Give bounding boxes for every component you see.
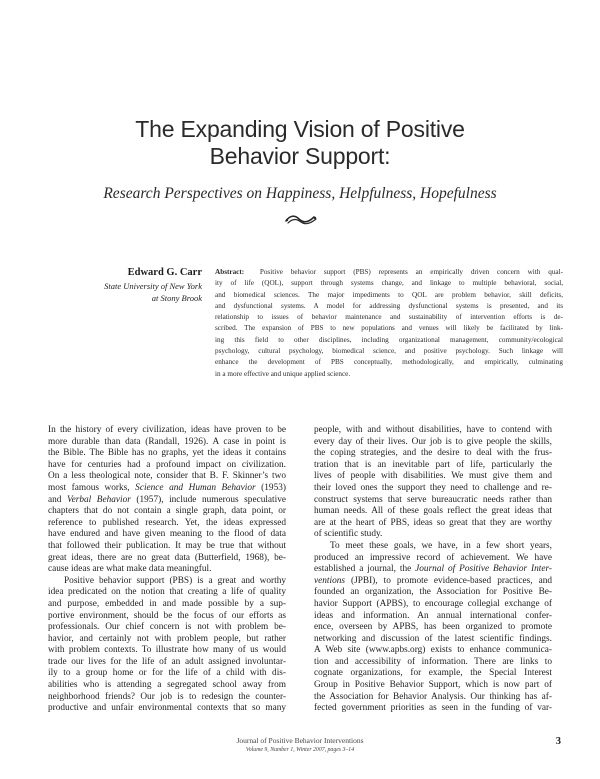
abstract-line: in a more effective and unique applied science. (215, 369, 351, 378)
abstract-line (215, 267, 563, 278)
abstract-line: and biomedical sciences. The major impediments to QOL are problem behavior, skill deficits, (215, 290, 563, 299)
body-line: construct systems that serve bureaucratic needs rather than (314, 494, 552, 505)
body-text: and (48, 494, 67, 505)
body-text: (1957), include numerous speculative (130, 494, 286, 505)
body-line: On a less theological note, consider that B. F. Skinner’s two (48, 471, 286, 482)
body-line: the coping strategies, and the desire to deal with the frus- (314, 448, 552, 459)
body-line: abilities who is attending a segregated school away from (48, 680, 286, 691)
body-line: tration that is an inevitable part of life, particularly the (314, 459, 552, 470)
body-line (48, 483, 286, 495)
author-block (60, 266, 202, 304)
article-title (0, 116, 600, 170)
body-line: have endured and have given meaning to the flood of data (48, 529, 286, 540)
abstract-line: relationship to issues of behavior maintenance and sustainability of intervention efforts is de- (215, 313, 563, 322)
body-line: cognate organizations, for example, the Special Interest (314, 668, 552, 679)
abstract-line: ing this field to other disciplines, including organizational management, community/ecological (215, 335, 563, 344)
body-line: their loved ones the support they need to challenge and re- (314, 482, 552, 493)
body-line (314, 564, 552, 576)
abstract-line: and dysfunctional systems. A model for addressing dysfunctional systems is presented, and its (215, 301, 563, 310)
body-line: of scientific study. (314, 529, 383, 540)
body-line: have for centuries had a profound impact on civilization. (48, 459, 286, 470)
body-line: great ideas, there are no great data (Butterfield, 1968), be- (48, 552, 286, 563)
body-line: trade our lives for the life of an adult assigned involuntar- (48, 656, 286, 667)
decorative-ornament-icon (284, 212, 318, 226)
footer-journal-name: Journal of Positive Behavior Interventions (236, 736, 364, 745)
body-line: ence, overseen by APBS, has been organized to promote (314, 622, 552, 633)
body-line: ily to a group home or for the life of a child with dis- (48, 668, 286, 679)
page-number: 3 (555, 736, 561, 747)
body-line: human needs. All of these goals reflect the great ideas that (314, 506, 552, 517)
author-affiliation-line-1: State University of New York (104, 281, 202, 291)
body-line: chapters that do not contain a single graph, data point, or (48, 506, 286, 517)
body-line: produced an impressive record of achievement. We have (314, 552, 552, 563)
author-affiliation-line-2: at Stony Brook (151, 293, 202, 303)
body-line: every day of their lives. Our job is to give people the skills, (314, 436, 552, 447)
body-line: ideas and information. An annual international confer- (314, 610, 552, 621)
body-line: idea predicated on the notion that creating a life of quality (48, 587, 286, 598)
body-line: portive environment, should be the focus of our efforts as (48, 610, 286, 621)
body-line: networking and discussion of the latest scientific findings. (314, 633, 552, 644)
body-line (314, 576, 552, 588)
body-line: Group in Positive Behavior Support, which is now part of (314, 680, 552, 691)
body-line: productive and unfair environmental contexts that so many (48, 703, 286, 714)
body-text: (JPBI), to promote evidence-based practices, and (344, 575, 552, 586)
body-line: that followed their publication. It may be true that without (48, 540, 286, 551)
body-line: lives of people with disabilities. We must give them and (314, 471, 552, 482)
abstract-line: enhance the development of PBS conceptually, methodologically, and empirically, culminating (215, 358, 563, 367)
abstract-line: scribed. The expansion of PBS to new populations and venues will likely be facilitated by link- (215, 324, 563, 333)
footer-issue-info: Volume 9, Number 1, Winter 2007, pages 3–14 (245, 747, 355, 753)
body-line: the Association for Behavior Analysis. Our thinking has af- (314, 691, 552, 702)
abstract-line: ity of life (QOL), support through systems change, and linkage to multiple behavioral, social, (215, 279, 563, 288)
body-line: people, with and without disabilities, have to contend with (314, 425, 552, 435)
body-line: reference to published research. Yet, the ideas expressed (48, 517, 286, 528)
body-line: A Web site (www.apbs.org) exists to enhance communica- (314, 645, 552, 656)
body-line: fected government priorities as seen in the funding of var- (314, 703, 552, 714)
book-title: Science and Human Behavior (135, 482, 256, 493)
author-name: Edward G. Carr (127, 267, 202, 278)
journal-title: ventions (314, 575, 345, 586)
journal-title: Journal of Positive Behavior Inter- (415, 564, 552, 575)
body-line: neighborhood friends? Our job is to redesign the counter- (48, 691, 286, 702)
body-line: havior Support (APBS), to encourage collegial exchange of (314, 598, 552, 609)
abstract-line: psychology, cultural psychology, biomedical science, and positive psychology. Such linkage will (215, 347, 563, 356)
body-line: the Bible. The Bible has no graphs, yet the ideas it contains (48, 448, 286, 459)
body-text: most famous works, (48, 482, 136, 493)
abstract-line-text: Positive behavior support (PBS) represents an empirically driven concern with qual- (259, 268, 564, 276)
body-text: (1953) (255, 482, 286, 493)
book-title: Verbal Behavior (66, 494, 131, 505)
article-subtitle: Research Perspectives on Happiness, Helpfulness, Hopefulness (103, 185, 497, 202)
body-text: established a journal, the (314, 564, 416, 575)
body-column-right (314, 425, 552, 715)
page-footer (0, 736, 600, 755)
body-line (48, 495, 286, 507)
title-line-1: The Expanding Vision of Positive (135, 116, 465, 142)
body-line: and purpose, embedded in and made possible by a sup- (48, 598, 286, 609)
body-line: professionals. Our chief concern is not with problem be- (48, 622, 286, 633)
body-line: To meet these goals, we have, in a few short years, (330, 540, 552, 551)
body-line: are at the heart of PBS, ideas so great that they are worthy (314, 517, 552, 528)
body-line: with problem contexts. To illustrate how many of us would (48, 645, 286, 656)
body-line: Positive behavior support (PBS) is a great and worthy (64, 575, 286, 586)
body-line: havior, and certainly not with problem people, but rather (48, 633, 286, 644)
body-line: tion and accessibility of information. There are links to (314, 656, 552, 667)
abstract-label: Abstract: (215, 268, 245, 276)
body-column-left (48, 425, 286, 715)
body-line: more durable than data (Randall, 1926). A case in point is (48, 436, 286, 447)
title-line-2: Behavior Support: (209, 143, 391, 169)
body-line: cause ideas are what make data meaningful. (48, 564, 212, 575)
body-line: In the history of every civilization, ideas have proven to be (48, 425, 286, 435)
abstract (215, 267, 563, 380)
body-line: founded an organization, the Association for Positive Be- (314, 587, 552, 598)
